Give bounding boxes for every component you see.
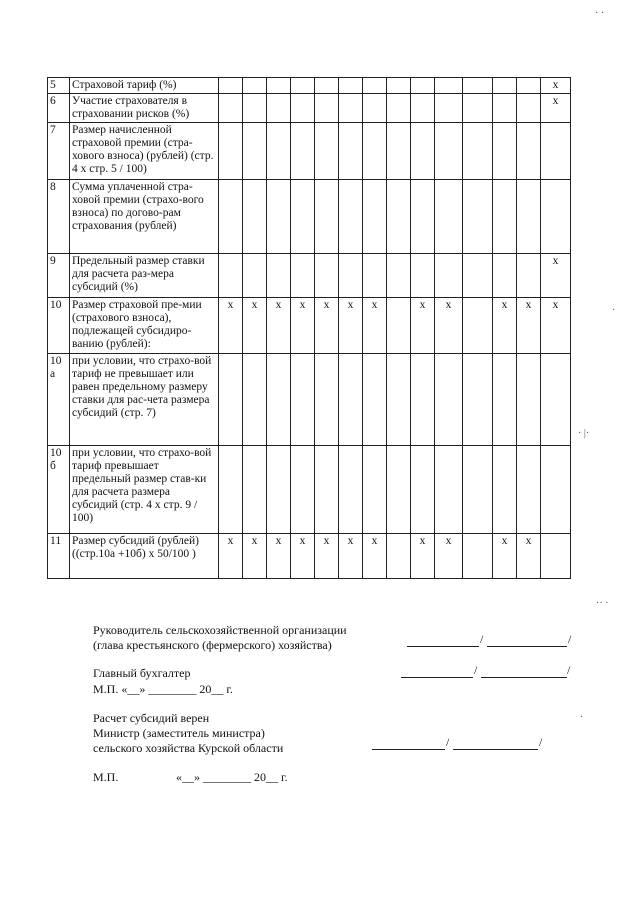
subsidy-calculation-table — [47, 77, 571, 579]
row-number: 7 — [48, 123, 70, 180]
accountant-slash-1: / — [474, 663, 478, 677]
table-cell — [517, 94, 541, 123]
table-cell — [435, 354, 463, 446]
table-cell — [463, 354, 493, 446]
row-number: 9 — [48, 254, 70, 298]
table-cell — [315, 123, 339, 180]
scan-noise-mark: · · — [595, 8, 605, 19]
table-cell — [243, 254, 267, 298]
scan-noise-mark: · — [612, 305, 616, 316]
table-cell — [363, 354, 387, 446]
table-cell — [291, 446, 315, 534]
table-cell — [291, 94, 315, 123]
table-cell: x — [541, 254, 571, 298]
table-cell — [435, 180, 463, 254]
table-cell — [463, 94, 493, 123]
table-cell — [219, 354, 243, 446]
table-cell — [463, 78, 493, 94]
table-cell — [243, 94, 267, 123]
table-cell — [267, 78, 291, 94]
table-cell — [315, 354, 339, 446]
table-cell — [243, 78, 267, 94]
table-cell — [411, 94, 435, 123]
table-cell — [363, 180, 387, 254]
table-cell — [315, 254, 339, 298]
stamp-place-label: М.П. — [93, 770, 119, 784]
table-cell — [387, 298, 411, 354]
table-cell — [411, 446, 435, 534]
table-cell — [463, 298, 493, 354]
row-number: 10 а — [48, 354, 70, 446]
table-cell — [219, 254, 243, 298]
table-cell — [411, 354, 435, 446]
table-cell — [541, 180, 571, 254]
table-cell — [387, 180, 411, 254]
table-cell — [541, 354, 571, 446]
table-cell — [363, 123, 387, 180]
accountant-label: Главный бухгалтер — [93, 666, 191, 680]
table-cell: x — [435, 298, 463, 354]
table-cell — [291, 354, 315, 446]
table-cell — [291, 254, 315, 298]
table-cell: x — [541, 298, 571, 354]
table-cell — [243, 354, 267, 446]
table-cell — [411, 78, 435, 94]
table-cell — [339, 354, 363, 446]
accountant-slash-2: / — [567, 663, 571, 677]
scan-noise-mark: · |· — [578, 428, 590, 439]
table-cell — [387, 254, 411, 298]
table-row — [48, 78, 571, 94]
table-cell — [315, 180, 339, 254]
row-label: Страховой тариф (%) — [70, 78, 219, 94]
row-label: Размер страховой пре-мии (страхового взноса), подлежащей субсидиро-ванию (рублей): — [70, 298, 219, 354]
table-cell — [493, 123, 517, 180]
table-cell — [315, 94, 339, 123]
table-cell — [493, 78, 517, 94]
table-cell: x — [339, 534, 363, 579]
row-number: 5 — [48, 78, 70, 94]
table-cell — [339, 180, 363, 254]
table-cell: x — [291, 534, 315, 579]
table-cell — [435, 123, 463, 180]
row-label: при условии, что страхо-вой тариф не превышает или равен предельному размеру ставки для рас-чета размера субсидий (стр. 7) — [70, 354, 219, 446]
table-cell — [517, 123, 541, 180]
head-signature-field — [407, 646, 479, 647]
table-cell — [219, 123, 243, 180]
table-cell: x — [493, 298, 517, 354]
table-cell — [493, 446, 517, 534]
table-cell — [463, 180, 493, 254]
table-cell — [291, 123, 315, 180]
table-row — [48, 180, 571, 254]
table-cell: x — [243, 534, 267, 579]
row-number: 11 — [48, 534, 70, 579]
table-row — [48, 254, 571, 298]
head-slash-2: / — [568, 632, 572, 646]
table-cell — [435, 446, 463, 534]
minister-slash-2: / — [539, 735, 543, 749]
row-number: 6 — [48, 94, 70, 123]
table-cell — [493, 94, 517, 123]
table-cell: x — [435, 534, 463, 579]
table-cell — [517, 446, 541, 534]
table-cell — [411, 180, 435, 254]
accountant-date-line: М.П. «__» ________ 20__ г. — [93, 682, 233, 696]
scan-noise-mark: ·· · — [596, 598, 609, 609]
table-cell: x — [291, 298, 315, 354]
row-label: Предельный размер ставки для расчета раз-мера субсидий (%) — [70, 254, 219, 298]
table-cell — [493, 180, 517, 254]
table-cell — [243, 446, 267, 534]
table-cell: x — [219, 298, 243, 354]
table-cell — [219, 446, 243, 534]
table-cell: x — [339, 298, 363, 354]
table-cell: x — [517, 298, 541, 354]
table-cell — [493, 354, 517, 446]
minister-slash-1: / — [446, 735, 450, 749]
table-cell — [363, 254, 387, 298]
table-cell — [387, 123, 411, 180]
table-cell — [517, 354, 541, 446]
minister-name-field — [453, 749, 538, 750]
table-cell: x — [411, 298, 435, 354]
table-cell — [541, 446, 571, 534]
table-row — [48, 298, 571, 354]
table-cell: x — [315, 298, 339, 354]
head-name-field — [487, 646, 567, 647]
table-cell — [363, 94, 387, 123]
table-cell: x — [315, 534, 339, 579]
table-cell: x — [243, 298, 267, 354]
table-cell — [219, 180, 243, 254]
minister-signature-field — [372, 749, 445, 750]
table-cell — [435, 254, 463, 298]
table-cell: x — [219, 534, 243, 579]
table-cell — [339, 78, 363, 94]
table-cell — [463, 254, 493, 298]
table-cell — [291, 78, 315, 94]
table-cell — [267, 94, 291, 123]
table-cell — [463, 446, 493, 534]
table-cell — [517, 254, 541, 298]
table-cell — [463, 123, 493, 180]
minister-label-line1: Министр (заместитель министра) — [93, 726, 265, 740]
table-cell — [219, 78, 243, 94]
table-cell — [267, 354, 291, 446]
table-cell — [315, 446, 339, 534]
table-cell — [411, 254, 435, 298]
table-cell — [243, 123, 267, 180]
table-row — [48, 446, 571, 534]
row-label: при условии, что страхо-вой тариф превышает предельный размер став-ки для расчета размера субсидий (стр. 4 x стр. 9 / 100) — [70, 446, 219, 534]
table-cell — [219, 94, 243, 123]
row-number: 8 — [48, 180, 70, 254]
table-row — [48, 354, 571, 446]
table-cell — [339, 123, 363, 180]
row-label: Участие страхователя в страховании рисков (%) — [70, 94, 219, 123]
head-slash-1: / — [480, 632, 484, 646]
table-cell — [541, 123, 571, 180]
minister-date-line: «__» ________ 20__ г. — [176, 770, 288, 784]
scan-noise-mark: · — [580, 712, 584, 723]
row-number: 10 б — [48, 446, 70, 534]
table-cell — [387, 94, 411, 123]
verified-label: Расчет субсидий верен — [93, 711, 210, 725]
table-cell — [463, 534, 493, 579]
table-cell — [267, 446, 291, 534]
table-cell — [243, 180, 267, 254]
table-cell: x — [363, 534, 387, 579]
accountant-name-field — [481, 677, 567, 678]
head-signature-label-line1: Руководитель сельскохозяйственной организации — [93, 623, 347, 637]
table-cell — [517, 180, 541, 254]
table-cell — [387, 446, 411, 534]
table-cell — [541, 534, 571, 579]
table-row — [48, 534, 571, 579]
table-cell — [339, 94, 363, 123]
table-cell — [411, 123, 435, 180]
table-cell — [387, 354, 411, 446]
table-cell — [267, 180, 291, 254]
table-cell — [363, 78, 387, 94]
table-cell: x — [517, 534, 541, 579]
table-cell — [493, 254, 517, 298]
table-cell — [363, 446, 387, 534]
head-signature-label-line2: (глава крестьянского (фермерского) хозяйства) — [93, 638, 332, 652]
table-row — [48, 94, 571, 123]
table-cell — [267, 123, 291, 180]
minister-label-line2: сельского хозяйства Курской области — [93, 741, 284, 755]
table-cell — [291, 180, 315, 254]
row-label: Сумма уплаченной стра-ховой премии (страхо-вого взноса) по догово-рам страхования (рублей) — [70, 180, 219, 254]
table-cell: x — [267, 298, 291, 354]
table-cell: x — [541, 94, 571, 123]
row-label: Размер субсидий (рублей) ((стр.10а +10б) x 50/100 ) — [70, 534, 219, 579]
table-cell — [315, 78, 339, 94]
table-cell: x — [363, 298, 387, 354]
table-row — [48, 123, 571, 180]
table-cell — [435, 94, 463, 123]
table-cell — [435, 78, 463, 94]
table-cell — [387, 534, 411, 579]
table-cell — [267, 254, 291, 298]
table-cell — [339, 254, 363, 298]
table-cell — [339, 446, 363, 534]
table-cell: x — [267, 534, 291, 579]
table-cell: x — [493, 534, 517, 579]
row-number: 10 — [48, 298, 70, 354]
row-label: Размер начисленной страховой премии (стра-хового взноса) (рублей) (стр. 4 x стр. 5 / 100) — [70, 123, 219, 180]
table-cell: x — [541, 78, 571, 94]
table-cell: x — [411, 534, 435, 579]
table-cell — [387, 78, 411, 94]
table-cell — [517, 78, 541, 94]
accountant-signature-field — [401, 677, 473, 678]
